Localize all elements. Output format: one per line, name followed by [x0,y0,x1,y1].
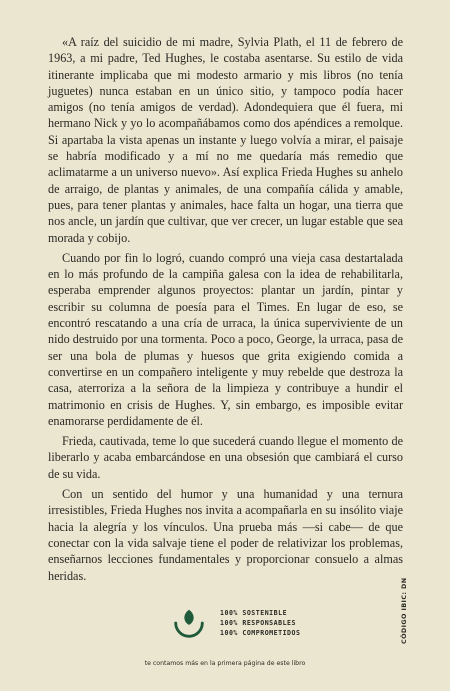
leaf-circle-icon [170,604,208,642]
back-cover-text [48,34,403,588]
eco-line-comprometidos: 100% COMPROMETIDOS [220,629,301,637]
paragraph-3: Frieda, cautivada, teme lo que sucederá cuando llegue el momento de liberarlo y acaba embarcándose en una obsesión que cambiará el curso de su vida. [48,434,403,481]
sustainability-block [170,604,300,642]
paragraph-1: «A raíz del suicidio de mi madre, Sylvia Plath, el 11 de febrero de 1963, a mi padre, Ted Hughes, le costaba asentarse. Su estilo de vida itinerante implicaba que mi modesto armario y mis libros (no tenía juguetes) nunca estaban en un único sitio, y tampoco podía hacer amigos (no tenía amigos de verdad). Adondequiera que él fuera, mi hermano Nick y yo lo acompañábamos como dos apéndices a remolque. Si apartaba la vista apenas un instante y luego volvía a mirar, el paisaje se habría modificado y a mí no me quedaría más remedio que aclimatarme a un universo nuevo». Así explica Frieda Hughes su anhelo de arraigo, de plantas y animales, de una compañía cálida y amable, pues, para tener plantas y animales, hace falta un hogar, una tierra que nos ancle, un jardín que cultivar, que ver crecer, un lugar estable que sea morada y cobijo. [48,35,403,245]
footer-note: te contamos más en la primera página de este libro [144,660,306,667]
paragraph-2: Cuando por fin lo logró, cuando compró una vieja casa destartalada en lo más profundo de la campiña galesa con la idea de rehabilitarla, esperaba emprender algunos proyectos: plantar un jardín, pintar y escribir su columna de poesía para el Times. En lugar de eso, se encontró rescatando a una cría de urraca, la única superviviente de un nido destruido por una tormenta. Poco a poco, George, la urraca, pasa de ser una bola de plumas y huesos que grita exigiendo comida a convertirse en un compañero inteligente y muy rebelde que destroza la casa, aterroriza a la señora de la limpieza y contribuye a hundir el matrimonio en crisis de Hughes. Y, sin embargo, es imposible evitar enamorarse perdidamente de él. [48,250,403,428]
paragraph-4: Con un sentido del humor y una humanidad y una ternura irresistibles, Frieda Hughes nos invita a acompañarla en su insólito viaje hacia la alegría y los vínculos. Una prueba más —si cabe— de que conectar con la vida salvaje tiene el poder de relativizar los problemas, enseñarnos lecciones fundamentales y proporcionar consuelo a almas heridas. [48,487,403,583]
eco-line-sostenible: 100% SOSTENIBLE [220,609,288,617]
sustainability-text [220,608,300,638]
eco-line-responsables: 100% RESPONSABLES [220,619,296,627]
ibic-code: CÓDIGO IBIC: DN [400,577,408,644]
